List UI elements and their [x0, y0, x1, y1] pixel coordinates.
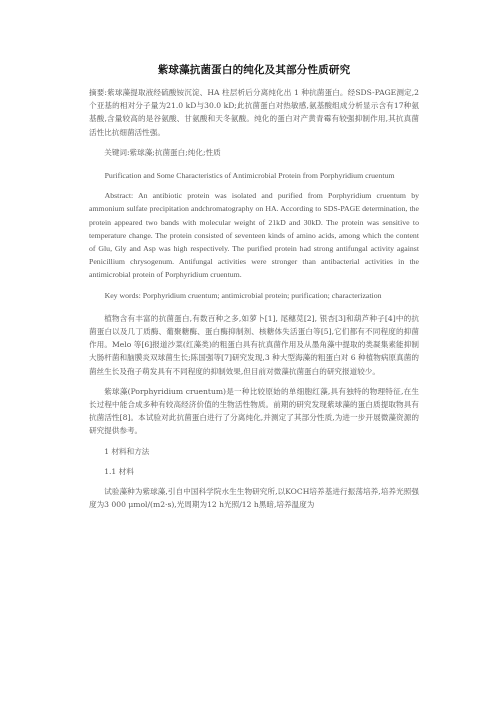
document-page [89, 62, 419, 511]
section-heading-1-1: 1.1 材料 [104, 466, 134, 476]
abstract-cn: 摘要:紫球藻提取液经硫酸铵沉淀、HA 柱层析后分离纯化出 1 种抗菌蛋白。经SDS-PAGE测定,2个亚基的相对分子量为21.0 kD与30.0 kD;此抗菌蛋白对热敏感,氨基酸组成分析显示含有17种氨基酸,含量较高的是谷氨酸、甘氨酸和天冬氨酸。纯化的蛋白对产黄青霉有较强抑制作用,其抗真菌活性比抗细菌活性强。 [89, 88, 419, 137]
keywords-cn: 关键词:紫球藻;抗菌蛋白;纯化;性质 [104, 147, 221, 157]
intro-paragraph-1: 植物含有丰富的抗菌蛋白,有数百种之多,如萝卜[1], 尾穗苋[2], 银杏[3]和葫芦种子[4]中的抗菌蛋白以及几丁质酶、葡聚糖酶、蛋白酶抑制剂、核糖体失活蛋白等[5],它们都有不同程度的抑菌作用。Melo 等[6]报道沙菜(红藻类)的粗蛋白具有抗真菌作用及从墨角藻中提取的类凝集素能抑制大肠杆菌和脑膜炎双球菌生长;陈国强等[7]研究发现,3 种大型海藻的粗蛋白对 6 种植物病原真菌的菌丝生长及孢子萌发具有不同程度的抑制效果,但目前对微藻抗菌蛋白的研究报道较少。 [89, 313, 419, 376]
intro-paragraph-2: 紫球藻(Porphyridium cruentum)是一种比较原始的单细胞红藻,具有独特的物理特征,在生长过程中能合成多种有较高经济价值的生物活性物质。前期的研究发现紫球藻的蛋白质提取物具有抗菌活性[8]。本试验对此抗菌蛋白进行了分离纯化,并测定了其部分性质,为进一步开展微藻资源的研究提供参考。 [89, 386, 419, 436]
title-en: Purification and Some Characteristics of Antimicrobial Protein from Porphyridium cruentum [104, 171, 395, 181]
section-heading-1: 1 材料和方法 [104, 446, 150, 456]
abstract-en: Abstract: An antibiotic protein was isolated and purified from Porphyridium cruentum by ammonium sulfate precipitation andchromatography on HA. According to SDS-PAGE determination, the protein appeared two bands with molecular weight of 21kD and 30kD. The protein was sensitive to temperature change. The protein consisted of seventeen kinds of amino acids, among which the content of Glu, Gly and Asp was high respectively. The purified protein had strong antifungal activity against Penicillium chrysogenum. Antifungal activities were stronger than antibacterial activities in the antimicrobial protein of Porphyridium cruentum. [89, 191, 419, 280]
paper-title: 紫球藻抗菌蛋白的纯化及其部分性质研究 [157, 64, 351, 76]
materials-paragraph: 试验藻种为紫球藻,引自中国科学院水生生物研究所,以KOCH培养基进行振荡培养,培养光照强度为3 000 μmol/(m2·s),光周期为12 h光照/12 h黑暗,培养温度为 [89, 487, 419, 510]
keywords-en: Key words: Porphyridium cruentum; antimicrobial protein; purification; characterization [104, 290, 382, 300]
